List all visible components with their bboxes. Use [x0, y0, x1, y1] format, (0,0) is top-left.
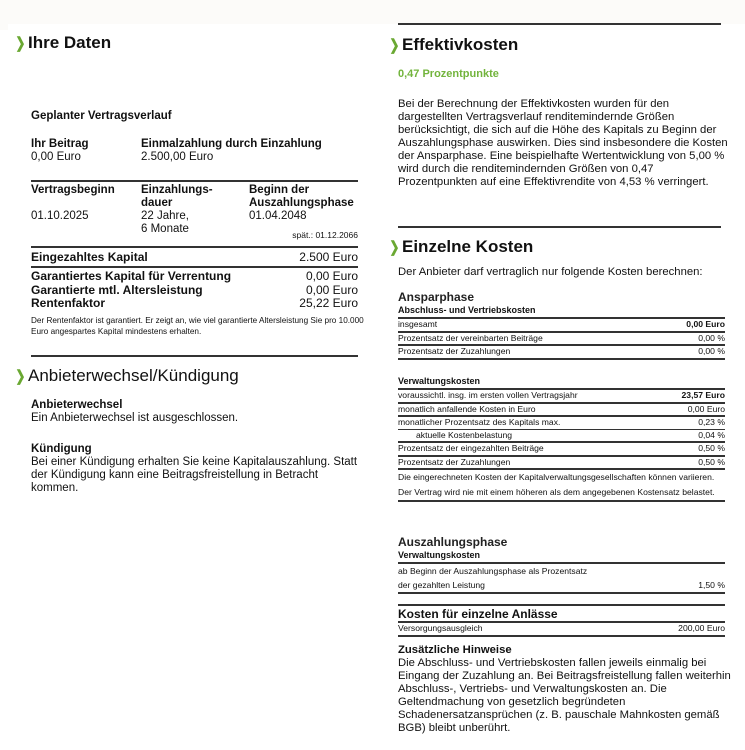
effektivkosten-text: Bei der Berechnung der Effektivkosten wurden für den dargestellten Vertragsverlauf renditemindernde Größen berücksichtigt, die sich auf die Höhe des Kapitals zu Beginn der Auszahlungsphase auswirken. Dies sind insbesondere die Kosten der Ansparphase. Eine beispielhafte Wertentwicklung von 5,00 % wird durch die renditemindernden Größen von 0,47 Prozentpunkten auf eine Effektivrendite von 4,53 % verringert. [398, 98, 728, 188]
row-value: 0,00 % [698, 346, 725, 356]
row-label: Prozentsatz der vereinbarten Beiträge [398, 332, 543, 343]
section-title-text: Effektivkosten [402, 35, 519, 54]
guarantee-row [31, 270, 358, 284]
chevron-right-icon: ❯ [389, 36, 400, 54]
top-background-band [0, 0, 745, 24]
anbieterwechsel-block [31, 399, 366, 425]
einmalzahlung-value: 2.500,00 Euro [141, 151, 214, 163]
eingezahltes-kapital-label: Eingezahltes Kapital [31, 250, 148, 264]
einzahlungsdauer-value-2: 6 Monate [141, 223, 189, 235]
row-value: 0,00 Euro [686, 319, 725, 329]
einzahlungsdauer-label-1: Einzahlungs- [141, 184, 213, 196]
row-value: 0,23 % [698, 417, 725, 427]
vertragsbeginn-value: 01.10.2025 [31, 210, 89, 222]
verwaltung-table [398, 376, 725, 502]
einzahlungsdauer-value-1: 22 Jahre, [141, 210, 189, 222]
guarantee-label: Garantiertes Kapital für Verrentung [31, 269, 232, 283]
abschluss-table-heading: Abschluss- und Vertriebskosten [398, 305, 725, 319]
section-einzelne-kosten-title [388, 237, 533, 257]
rentenfaktor-note: Der Rentenfaktor ist garantiert. Er zeigt an, wie viel garantierte Altersleistung Sie pro 10.000 Euro angespartes Kapital mindestens erhalten. [31, 316, 364, 336]
row-label: insgesamt [398, 319, 438, 329]
row-label: der gezahlten Leistung [398, 580, 485, 590]
row-value: 1,50 % [698, 580, 725, 590]
divider [31, 355, 358, 357]
row-label: Prozentsatz der Zuzahlungen [398, 456, 511, 467]
row-label: aktuelle Kostenbelastung [416, 429, 513, 440]
table-row [398, 623, 725, 637]
row-value: 0,04 % [698, 429, 725, 440]
row-value: 23,57 Euro [681, 390, 725, 400]
kuendigung-text: Bei einer Kündigung erhalten Sie keine Kapitalauszahlung. Statt der Kündigung kann eine Beitragsfreistellung in Betracht kommen. [31, 456, 358, 494]
einzahlungsdauer-label-2: dauer [141, 197, 173, 209]
top-background-notch [0, 24, 8, 30]
hinweise-text: Die Abschluss- und Vertriebskosten fallen jeweils einmalig bei Eingang der Zuzahlung an. Bei Beitragsfreistellung fallen weiterhin Abschluss-, Vertriebs- und Verwaltungskosten an. Die Geltendmachung von gesetzlich begründeten Schadenersatzansprüchen (z. B. pauschale Mahnkosten gemäß BGB) bleibt unberührt. [398, 657, 731, 734]
section-title-text: Anbieterwechsel/Kündigung [28, 366, 239, 385]
table-row [398, 564, 725, 578]
guarantee-list [31, 270, 358, 311]
anlaesse-table [398, 604, 725, 637]
chevron-right-icon: ❯ [389, 238, 400, 256]
auszahlung-verwaltung-table [398, 550, 725, 594]
verwaltung-table-heading: Verwaltungskosten [398, 376, 725, 390]
einmalzahlung-cell [141, 138, 361, 164]
guarantee-value: 25,22 Euro [299, 296, 358, 310]
table-row [398, 578, 725, 594]
divider [31, 246, 358, 248]
einmalzahlung-label: Einmalzahlung durch Einzahlung [141, 138, 322, 150]
guarantee-value: 0,00 Euro [305, 282, 358, 297]
divider [31, 266, 358, 268]
effektivkosten-highlight: 0,47 Prozentpunkte [398, 68, 499, 80]
beitrag-cell [31, 138, 141, 164]
row-value: 0,50 % [698, 443, 725, 453]
auszahlungsbeginn-cell [249, 184, 359, 223]
table-row [398, 346, 725, 360]
auszahlungsbeginn-label-2: Auszahlungsphase [249, 197, 354, 209]
table-row [398, 457, 725, 471]
row-label: Prozentsatz der eingezahlten Beiträge [398, 443, 544, 453]
auszahlung-verwaltung-heading: Verwaltungskosten [398, 550, 725, 564]
chevron-right-icon: ❯ [15, 367, 26, 385]
table-row [398, 417, 725, 429]
auszahlungsphase-heading: Auszahlungsphase [398, 535, 508, 549]
table-row [398, 319, 725, 333]
section-ihre-daten-title [14, 33, 111, 53]
section-title-text: Einzelne Kosten [402, 237, 534, 256]
table-row [398, 443, 725, 457]
divider [398, 23, 721, 25]
row-value: 0,50 % [698, 456, 725, 467]
vertragsbeginn-cell [31, 184, 141, 223]
auszahlungsbeginn-label-1: Beginn der [249, 184, 310, 196]
kuendigung-heading: Kündigung [31, 443, 92, 455]
section-title-text: Ihre Daten [28, 33, 112, 52]
row-label: monatlicher Prozentsatz des Kapitals max. [398, 417, 561, 427]
table-row [398, 429, 725, 444]
einzahlungsdauer-cell [141, 184, 251, 236]
divider [31, 180, 358, 182]
table-row [398, 333, 725, 347]
hinweise-heading: Zusätzliche Hinweise [398, 644, 512, 656]
anbieterwechsel-text: Ein Anbieterwechsel ist ausgeschlossen. [31, 412, 239, 424]
eingezahltes-kapital-value: 2.500 Euro [299, 250, 358, 264]
beitrag-value: 0,00 Euro [31, 151, 81, 163]
table-row [398, 404, 725, 418]
zusaetzliche-hinweise-block [398, 644, 733, 735]
verwaltung-note: Die eingerechneten Kosten der Kapitalverwaltungsgesellschaften können variieren. Der Vertrag wird nie mit einem höheren als dem angegebenen Kostensatz belastet. [398, 470, 725, 502]
beitrag-label: Ihr Beitrag [31, 138, 89, 150]
vertragsbeginn-label: Vertragsbeginn [31, 184, 115, 196]
chevron-right-icon: ❯ [15, 34, 26, 52]
einzelne-kosten-intro: Der Anbieter darf vertraglich nur folgende Kosten berechnen: [398, 266, 703, 278]
guarantee-label: Rentenfaktor [31, 296, 106, 310]
abschluss-table [398, 305, 725, 360]
guarantee-row [31, 284, 358, 298]
table-row [398, 390, 725, 404]
anlaesse-heading: Kosten für einzelne Anlässe [398, 604, 725, 623]
guarantee-row [31, 297, 358, 311]
section-anbieterwechsel-title [14, 366, 239, 386]
auszahlungsbeginn-value: 01.04.2048 [249, 210, 307, 222]
row-label: monatlich anfallende Kosten in Euro [398, 403, 536, 414]
guarantee-label: Garantierte mtl. Altersleistung [31, 282, 203, 297]
row-value: 200,00 Euro [678, 623, 725, 633]
geplanter-vertragsverlauf-heading: Geplanter Vertragsverlauf [31, 110, 172, 122]
row-label: Prozentsatz der Zuzahlungen [398, 346, 511, 356]
anbieterwechsel-heading: Anbieterwechsel [31, 399, 123, 411]
eingezahltes-kapital-row [31, 250, 358, 264]
row-label: ab Beginn der Auszahlungsphase als Prozentsatz [398, 566, 588, 576]
row-value: 0,00 Euro [687, 403, 725, 414]
row-label: voraussichtl. insg. im ersten vollen Vertragsjahr [398, 390, 578, 400]
divider [398, 226, 721, 228]
row-value: 0,00 % [698, 332, 725, 343]
section-effektivkosten-title [388, 35, 518, 55]
ansparphase-heading: Ansparphase [398, 290, 475, 304]
kuendigung-block [31, 443, 366, 495]
spaetester-beginn: spät.: 01.12.2066 [292, 230, 358, 240]
guarantee-value: 0,00 Euro [305, 269, 358, 283]
row-label: Versorgungsausgleich [398, 623, 483, 633]
